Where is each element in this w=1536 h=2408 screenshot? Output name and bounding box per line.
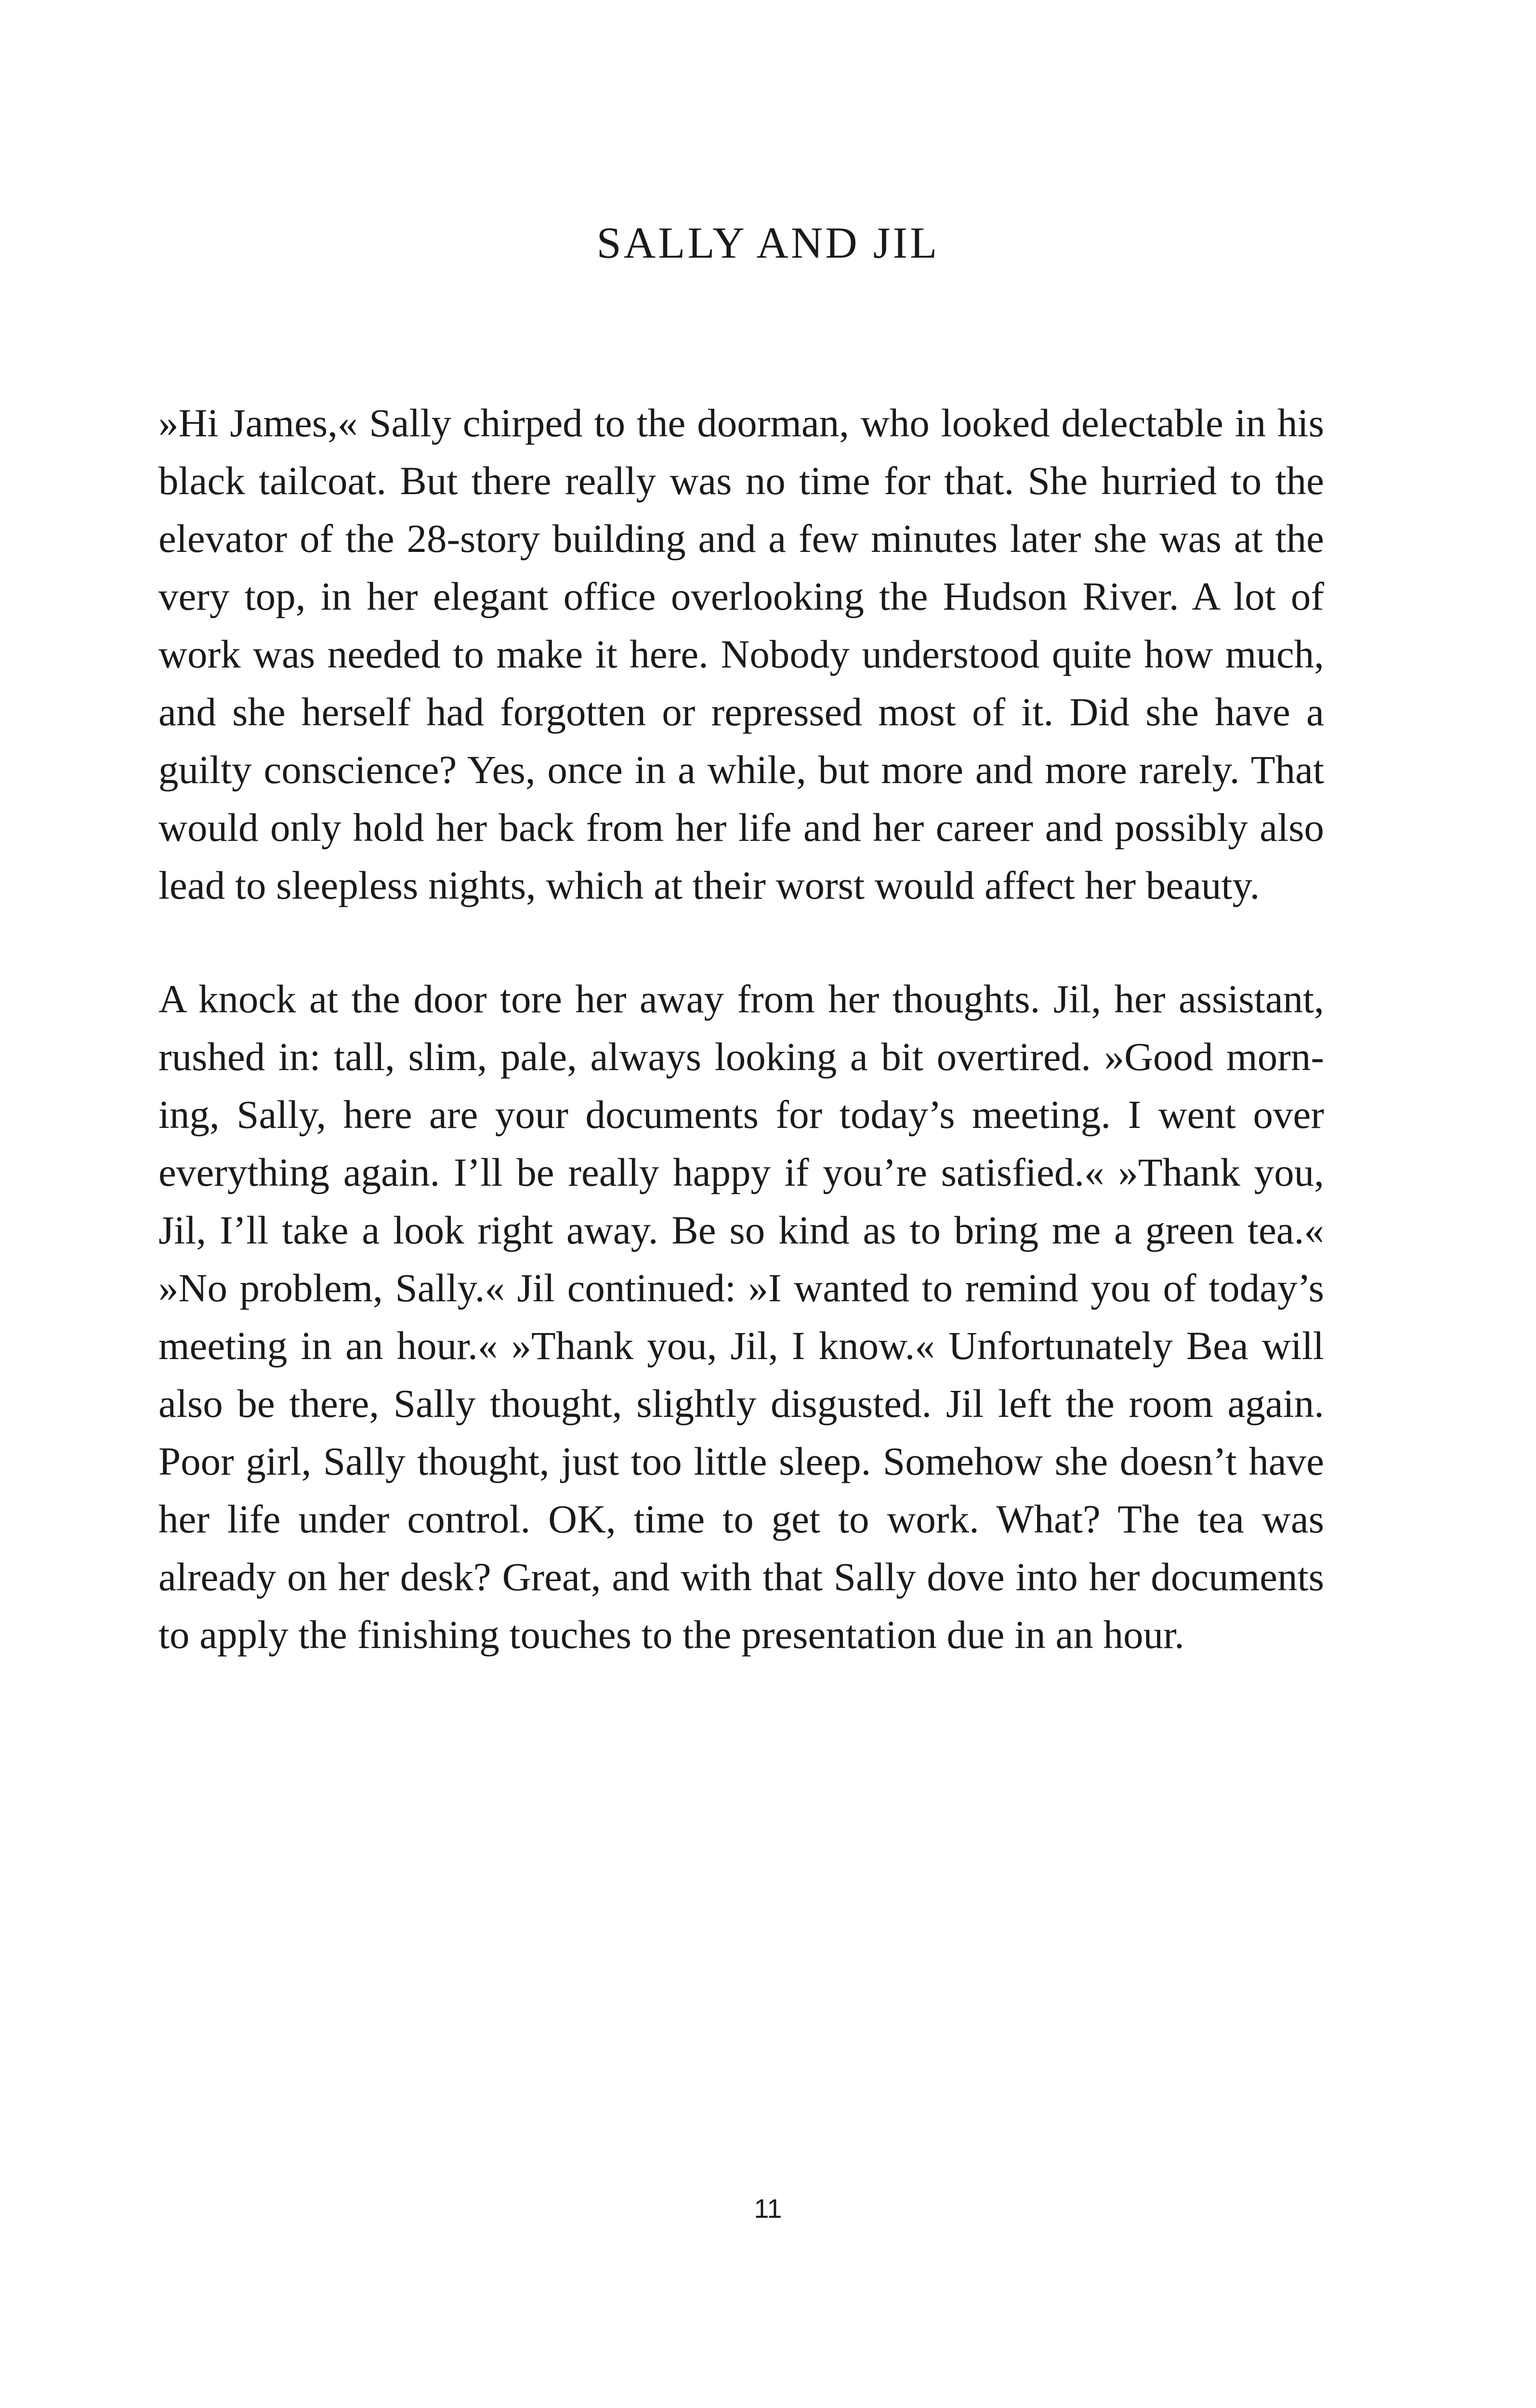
paragraph-2: A knock at the door tore her away from her thoughts. Jil, her assistant, rushed in: tall, slim, pale, always looking a bit overtired. »Good morning, Sally, here are your documents for today’s meeting. I went over everything again. I’ll be really happy if you’re satisfied.« »Thank you, Jil, I’ll take a look right away. Be so kind as to bring me a green tea.« »No problem, Sally.« Jil continued: »I wanted to remind you of today’s meeting in an hour.« »Thank you, Jil, I know.« Unfortunately Bea will also be there, Sally thought, slightly disgusted. Jil left the room again. Poor girl, Sally thought, just too little sleep. Somehow she doesn’t have her life under control. OK, time to get to work. What? The tea was already on her desk? Great, and with that Sally dove into her documents to apply the finishing touches to the presentation due in an hour. (158, 977, 1324, 1657)
paragraph-1: »Hi James,« Sally chirped to the doorman, who looked delectable in his black tailcoat. But there really was no time for that. She hurried to the elevator of the 28-story building and a few minutes later she was at the very top, in her elegant office overlooking the Hudson River. A lot of work was needed to make it here. Nobody understood quite how much, and she herself had forgotten or repressed most of it. Did she have a guilty conscience? Yes, once in a while, but more and more rarely. That would only hold her back from her life and her career and possibly also lead to sleepless nights, which at their worst would affect her beauty. (158, 401, 1324, 907)
page-number: 11 (754, 2193, 782, 2224)
chapter-title: SALLY AND JIL (596, 218, 940, 267)
body-text (158, 394, 1324, 1719)
